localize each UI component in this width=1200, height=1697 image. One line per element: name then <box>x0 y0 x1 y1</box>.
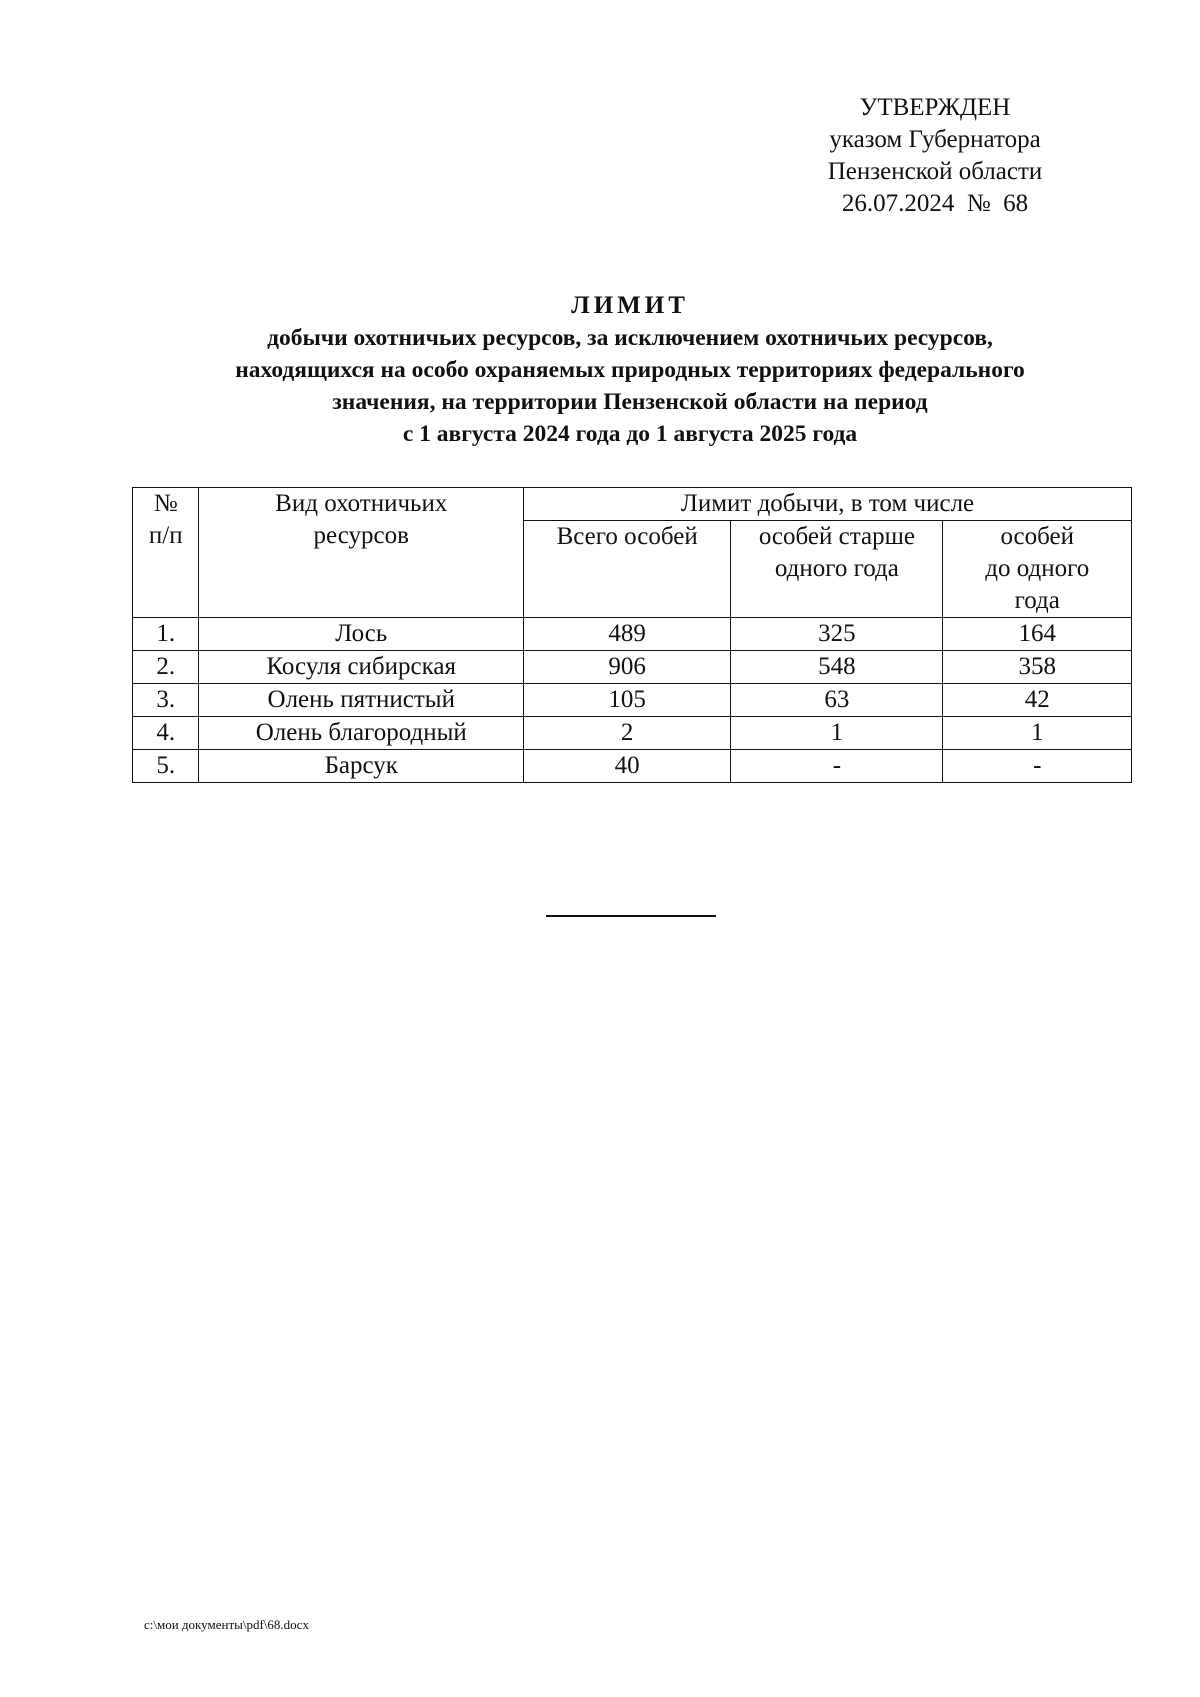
header-young-line: года <box>1014 587 1060 614</box>
subtitle-line: находящихся на особо охраняемых природных территориях федерального <box>235 357 1025 383</box>
header-resource-line: Вид охотничьих <box>275 490 448 517</box>
subtitle-line: значения, на территории Пензенской области на период <box>332 389 928 415</box>
row-older: 63 <box>731 684 943 717</box>
header-resource-type <box>199 488 524 618</box>
approval-status: УТВЕРЖДЕН <box>859 94 1011 121</box>
row-resource: Лось <box>199 618 524 651</box>
row-number: 4. <box>133 717 199 750</box>
header-older-line: особей старше <box>758 523 915 550</box>
row-resource: Барсук <box>199 750 524 783</box>
subtitle-line: с 1 августа 2024 года до 1 августа 2025 года <box>402 421 858 447</box>
table-row <box>133 750 1132 783</box>
header-older-line: одного года <box>774 555 899 582</box>
header-resource-line: ресурсов <box>313 522 409 549</box>
approval-stamp <box>760 92 1110 220</box>
row-total: 489 <box>524 618 731 651</box>
table-header-row <box>133 488 1132 521</box>
row-resource: Олень благородный <box>199 717 524 750</box>
row-number: 2. <box>133 651 199 684</box>
row-older: 325 <box>731 618 943 651</box>
header-number <box>133 488 199 618</box>
row-young: 1 <box>943 717 1132 750</box>
table-row <box>133 717 1132 750</box>
row-total: 2 <box>524 717 731 750</box>
row-number: 5. <box>133 750 199 783</box>
row-total: 40 <box>524 750 731 783</box>
row-number: 3. <box>133 684 199 717</box>
limits-table <box>132 487 1132 783</box>
table-row <box>133 684 1132 717</box>
document-title <box>80 290 1180 450</box>
closing-rule <box>546 915 716 917</box>
table-row <box>133 651 1132 684</box>
header-young <box>943 521 1132 618</box>
header-number-line: п/п <box>148 522 183 549</box>
row-young: 42 <box>943 684 1132 717</box>
title-main: ЛИМИТ <box>571 292 689 319</box>
approval-decree: указом Губернатора <box>829 126 1041 153</box>
row-older: 1 <box>731 717 943 750</box>
header-limit-group: Лимит добычи, в том числе <box>524 488 1132 521</box>
row-total: 105 <box>524 684 731 717</box>
row-older: - <box>731 750 943 783</box>
row-young: 164 <box>943 618 1132 651</box>
header-total-line: Всего особей <box>556 523 698 550</box>
header-older <box>731 521 943 618</box>
file-path-footer: c:\мои документы\pdf\68.docx <box>144 1617 309 1632</box>
row-total: 906 <box>524 651 731 684</box>
header-young-line: до одного <box>985 555 1090 582</box>
approval-date-number: 26.07.2024 № 68 <box>841 190 1029 217</box>
header-number-line: № <box>153 490 178 517</box>
row-young: - <box>943 750 1132 783</box>
header-young-line: особей <box>1000 523 1075 550</box>
approval-region: Пензенской области <box>827 158 1043 185</box>
row-number: 1. <box>133 618 199 651</box>
table-row <box>133 618 1132 651</box>
row-young: 358 <box>943 651 1132 684</box>
row-resource: Косуля сибирская <box>199 651 524 684</box>
header-total <box>524 521 731 618</box>
title-subtitle <box>80 322 1180 450</box>
row-older: 548 <box>731 651 943 684</box>
subtitle-line: добычи охотничьих ресурсов, за исключением охотничьих ресурсов, <box>267 325 993 351</box>
row-resource: Олень пятнистый <box>199 684 524 717</box>
